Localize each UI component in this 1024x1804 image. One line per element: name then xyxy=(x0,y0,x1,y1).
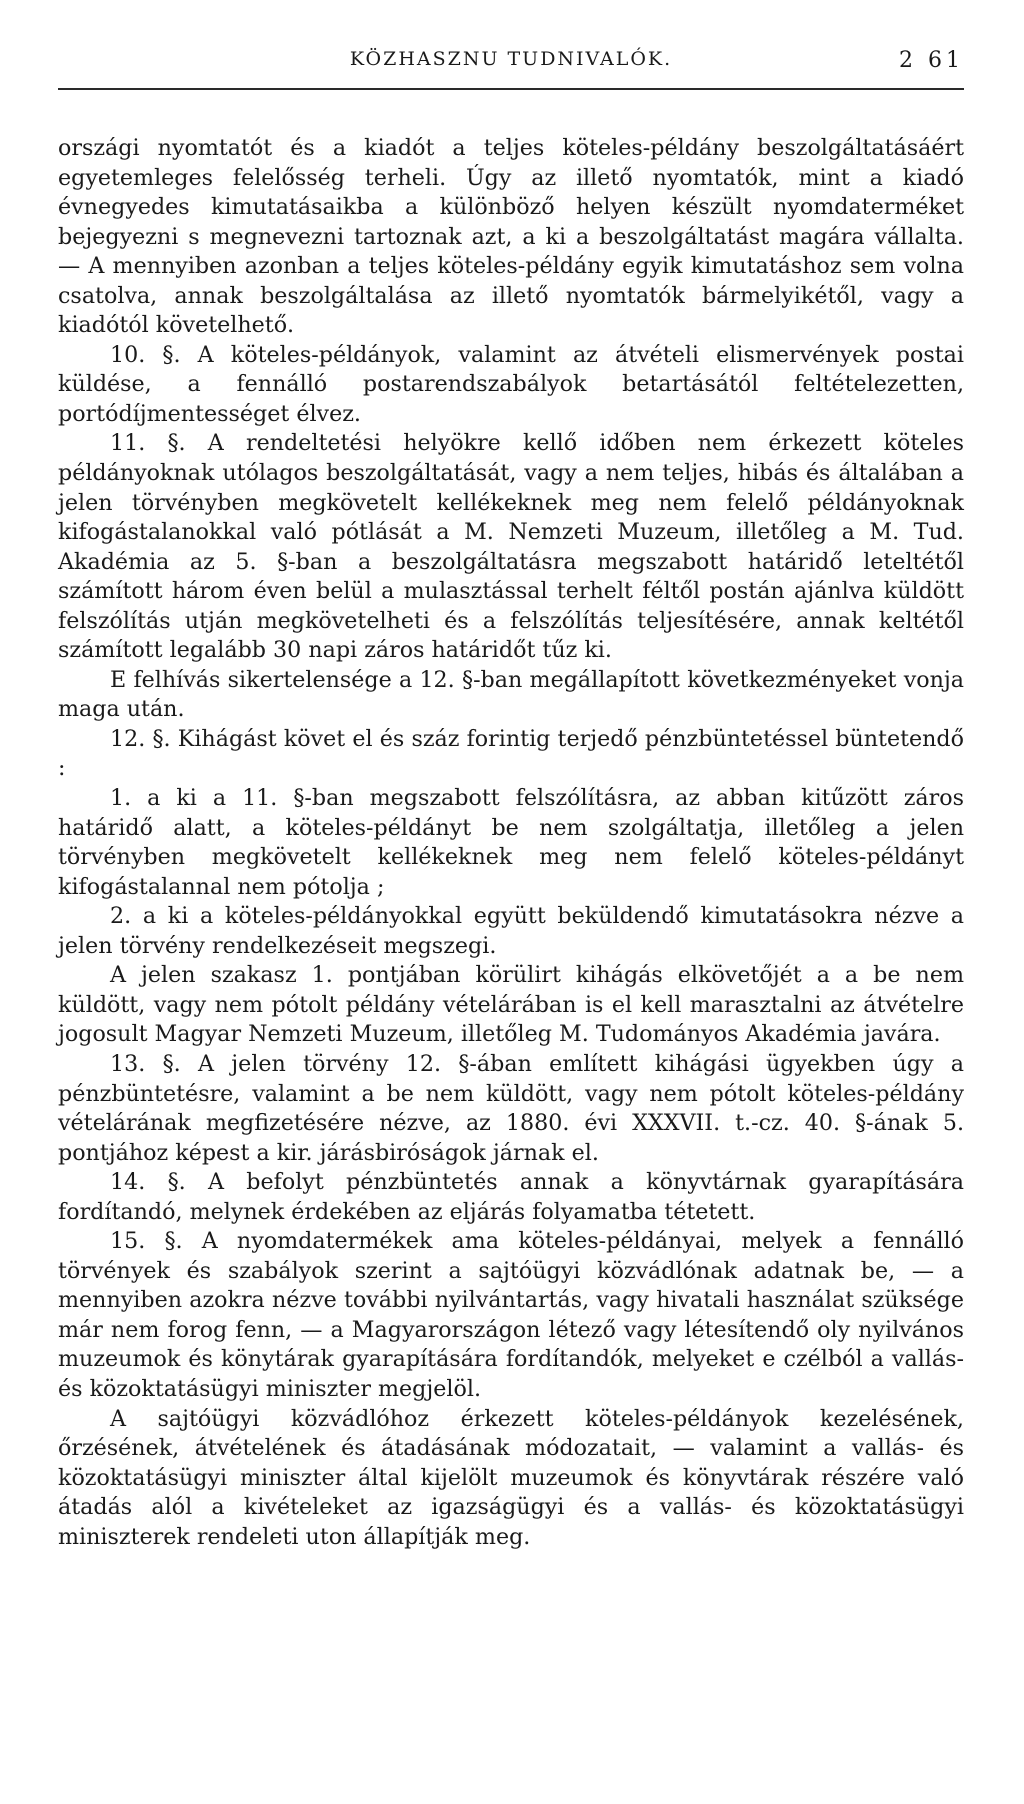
page-header xyxy=(58,48,964,78)
body-text xyxy=(58,134,964,1552)
header-rule xyxy=(58,88,964,90)
paragraph: E felhívás sikertelensége a 12. §-ban megállapított következményeket vonja maga után. xyxy=(58,666,964,723)
paragraph: A sajtóügyi közvádlóhoz érkezett köteles-példányok kezelésének, őrzésének, átvételének és átadásának módozatait, — valamint a vallás- és közoktatásügyi miniszter által kijelölt muzeumok és könyvtárak részére való átadás alól a kivételeket az igazságügyi és a vallás- és közoktatásügyi miniszterek rendeleti uton állapítják meg. xyxy=(58,1405,964,1550)
paragraph: 11. §. A rendeltetési helyökre kellő időben nem érkezett köteles példányoknak utólagos beszolgáltatását, vagy a nem teljes, hibás és általában a jelen törvényben megkövetelt kellékeknek meg nem felelő példányoknak kifogástalanokkal való pótlását a M. Nemzeti Muzeum, illetőleg a M. Tud. Akadémia az 5. §-ban a beszolgáltatásra megszabott határidő leteltétől számított három éven belül a mulasztással terhelt féltől postán ajánlva küldött felszólítás utján megkövetelheti és a felszólítás teljesítésére, annak keltétől számított legalább 30 napi záros határidőt tűz ki. xyxy=(58,430,964,664)
paragraph: 12. §. Kihágást követ el és száz forintig terjedő pénzbüntetéssel büntetendő : xyxy=(58,725,964,782)
paragraph: A jelen szakasz 1. pontjában körülirt kihágás elkövetőjét a a be nem küldött, vagy nem pótolt példány vételárában is el kell marasztalni az átvételre jogosult Magyar Nemzeti Muzeum, illetőleg M. Tudományos Akadémia javára. xyxy=(58,962,964,1048)
page-number: 2 61 xyxy=(899,48,964,73)
paragraph: országi nyomtatót és a kiadót a teljes köteles-példány beszolgáltatásáért egyetemleges felelősség terheli. Úgy az illető nyomtatók, mint a kiadó évnegyedes kimutatásaikba a különböző helyen készült nyomdaterméket bejegyezni s megnevezni tartoznak azt, a ki a beszolgáltatást magára vállalta. — A mennyiben azonban a teljes köteles-példány egyik kimutatáshoz sem volna csatolva, annak beszolgáltalása az illető nyomtatók bármelyikétől, vagy a kiadótól követelhető. xyxy=(58,135,964,339)
paragraph: 13. §. A jelen törvény 12. §-ában említett kihágási ügyekben úgy a pénzbüntetésre, valamint a be nem küldött, vagy nem pótolt köteles-példány vételárának megfizetésére nézve, az 1880. évi XXXVII. t.-cz. 40. §-ának 5. pontjához képest a kir. járásbiróságok járnak el. xyxy=(58,1050,964,1166)
document-page xyxy=(58,0,964,1804)
paragraph: 15. §. A nyomdatermékek ama köteles-példányai, melyek a fennálló törvények és szabályok szerint a sajtóügyi közvádlónak adatnak be, — a mennyiben azokra nézve további nyilvántartás, vagy hivatali használat szüksége már nem forog fenn, — a Magyarországon létező vagy létesítendő oly nyilvános muzeumok és könytárak gyarapítására fordítandók, melyeket e czélból a vallás- és közoktatásügyi miniszter megjelöl. xyxy=(58,1228,964,1402)
paragraph: 10. §. A köteles-példányok, valamint az átvételi elismervények postai küldése, a fennálló postarendszabályok betartásától feltételezetten, portódíjmentességet élvez. xyxy=(58,341,964,427)
paragraph: 2. a ki a köteles-példányokkal együtt beküldendő kimutatásokra nézve a jelen törvény rendelkezéseit megszegi. xyxy=(58,903,964,959)
running-title: KÖZHASZNU TUDNIVALÓK. xyxy=(349,48,673,70)
paragraph: 14. §. A befolyt pénzbüntetés annak a könyvtárnak gyarapítására fordítandó, melynek érdekében az eljárás folyamatba tétetett. xyxy=(58,1169,964,1225)
paragraph: 1. a ki a 11. §-ban megszabott felszólításra, az abban kitűzött záros határidő alatt, a köteles-példányt be nem szolgáltatja, illetőleg a jelen törvényben megkövetelt kellékeknek meg nem felelő köteles-példányt kifogástalannal nem pótolja ; xyxy=(58,785,964,900)
